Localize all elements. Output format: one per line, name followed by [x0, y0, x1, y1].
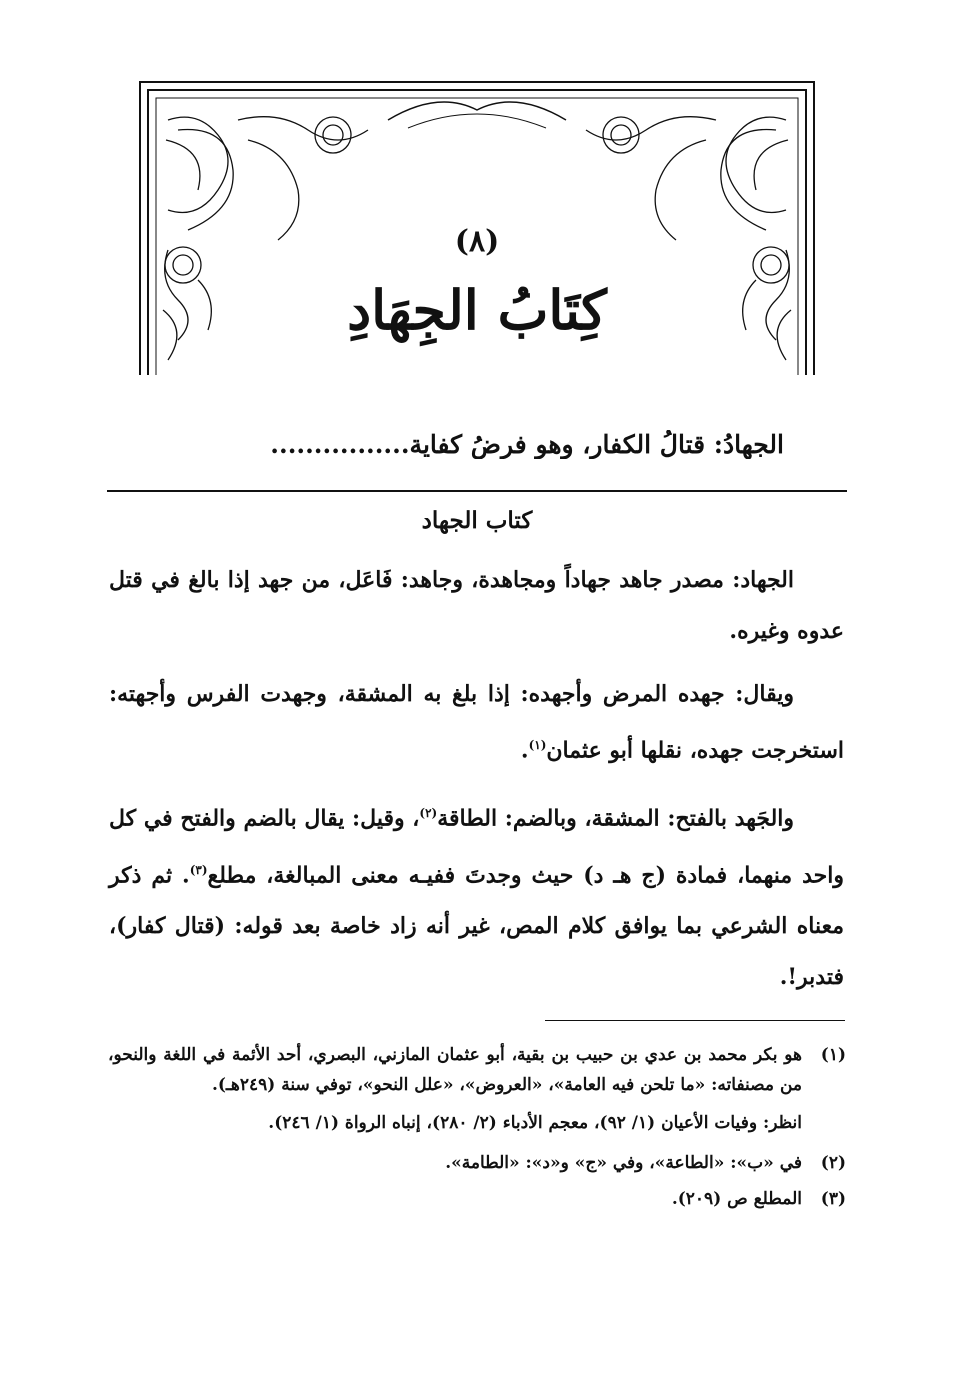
footnote-text: المطلع ص (٢٠٩).: [671, 1189, 802, 1209]
section-heading: كتاب الجهاد: [421, 507, 533, 534]
footnote-ref[interactable]: (٢): [419, 806, 438, 821]
footnote-ref[interactable]: (١): [528, 738, 547, 752]
footnote-item: [108, 1148, 846, 1178]
chapter-number: (٨): [454, 224, 500, 259]
matn-dots: ................: [270, 430, 410, 459]
footnote-text: في «ب»: «الطاعة»، وفي «ج» و«د»: «الطامة».: [445, 1153, 802, 1173]
footnotes: [108, 1040, 846, 1220]
paragraph: الجهاد: مصدر جاهد جهاداً ومجاهدة، وجاهد: فَاعَل، من جهد إذا بالغ في قتل عدوه وغيره.: [109, 567, 844, 644]
footnote-number: [802, 1108, 846, 1138]
footnote-ref[interactable]: (٣): [189, 862, 208, 877]
footnote-text: هو بكر محمد بن عدي بن حبيب بن بقية، أبو عثمان المازني، البصري، أحد الأئمة في اللغة والنحو، من مصنفاته: «ما تلحن فيه العامة»، «العروض»، «علل النحو»، توفي سنة (٢٤٩هـ).: [108, 1045, 802, 1095]
matn-text: الجهادُ: قتالُ الكفار، وهو فرضُ كفاية: [409, 430, 784, 459]
footnote-number: (١): [820, 1045, 846, 1065]
matn-line: [124, 430, 784, 459]
footnote-item: [108, 1108, 846, 1138]
footnote-divider: [545, 1020, 845, 1021]
book-title: كِتَابُ الجِهَادِ: [347, 278, 607, 342]
matn-divider: [107, 490, 847, 492]
footnote-text: انظر: وفيات الأعيان (١/ ٩٢)، معجم الأدباء (٢/ ٢٨٠)، إنباه الرواة (١/ ٢٤٦).: [268, 1113, 802, 1133]
paragraph: والجَهد بالفتح: المشقة، وبالضم: الطاقة$^{(٢)}$، وقيل: يقال بالضم والفتح في كل واحد منهما، فمادة (ج هـ د) حيث وجدتَ ففيـه معنى المبالغة، مطلع$^{(٣)}$. ثم ذكر معناه الشرعي بما يوافق كلام المص، غير أنه زاد خاصة بعد قوله: (قتال كفار)، فتدبر!.: [109, 805, 844, 990]
footnote-number: (٣): [820, 1189, 846, 1209]
footnote-item: [108, 1040, 846, 1100]
footnote-item: [108, 1184, 846, 1214]
footnote-number: (٢): [820, 1153, 846, 1173]
paragraph: ويقال: جهده المرض وأجهده: إذا بلغ به المشقة، وجهدت الفرس وأجهته: استخرجت جهده، نقلها أبو عثمان$^{(١)}$.: [109, 681, 844, 764]
commentary-body: [109, 555, 844, 1015]
